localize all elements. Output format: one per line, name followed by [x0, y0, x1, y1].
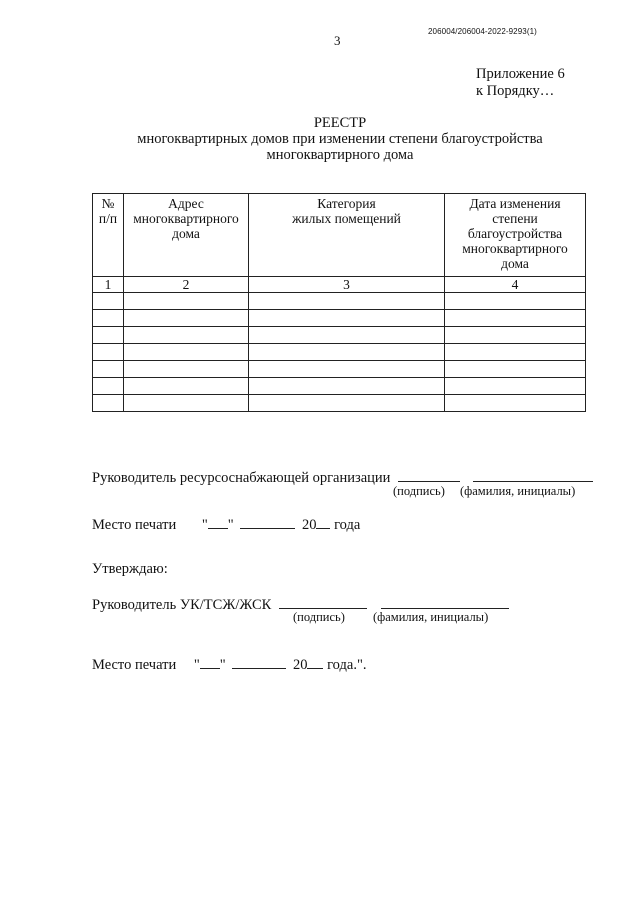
table-cell[interactable]: [445, 344, 586, 361]
year-suffix: года: [334, 517, 361, 533]
column-number: 1: [93, 277, 124, 293]
table-cell[interactable]: [445, 327, 586, 344]
table-cell[interactable]: [124, 327, 249, 344]
column-number: 3: [249, 277, 445, 293]
table-cell[interactable]: [445, 293, 586, 310]
uk-signature-label: Руководитель УК/ТСЖ/ЖСК: [92, 597, 272, 613]
stamp-line-1: [92, 514, 360, 534]
table-row: [93, 310, 586, 327]
year-field[interactable]: [307, 654, 323, 669]
table-row: [93, 361, 586, 378]
title-line-2: многоквартирных домов при изменении степени благоустройства: [137, 131, 543, 147]
rso-name-field[interactable]: [473, 467, 593, 482]
rso-sign-caption: (подпись): [393, 484, 445, 498]
table-cell[interactable]: [249, 344, 445, 361]
year-suffix: года.".: [327, 657, 367, 673]
header-text: жилых помещений: [292, 211, 401, 226]
table-cell[interactable]: [93, 327, 124, 344]
rso-signature-field[interactable]: [398, 467, 460, 482]
table-cell[interactable]: [93, 361, 124, 378]
document-code: 206004/206004-2022-9293(1): [428, 27, 537, 36]
table-row: [93, 395, 586, 412]
header-text: многоквартирного: [133, 211, 239, 226]
rso-signature-label: Руководитель ресурсоснабжающей организации: [92, 470, 391, 486]
day-field[interactable]: [200, 654, 220, 669]
header-cell-category: [249, 194, 445, 277]
appendix-line-2: к Порядку…: [476, 83, 555, 99]
registry-table: [92, 193, 586, 412]
table-cell[interactable]: [124, 344, 249, 361]
header-text: степени: [492, 211, 538, 226]
uk-name-field[interactable]: [381, 594, 509, 609]
table-row: [93, 378, 586, 395]
stamp-line-2: [92, 654, 367, 674]
quote-close: ": [227, 517, 234, 533]
header-cell-number: [93, 194, 124, 277]
table-row: [93, 327, 586, 344]
table-cell[interactable]: [249, 361, 445, 378]
quote-open: ": [193, 657, 200, 673]
header-text: дома: [172, 226, 200, 241]
table-row: [93, 293, 586, 310]
appendix-line-1: Приложение 6: [476, 66, 565, 82]
table-cell[interactable]: [93, 310, 124, 327]
header-cell-date: [445, 194, 586, 277]
stamp-label: Место печати: [92, 657, 177, 673]
table-cell[interactable]: [445, 378, 586, 395]
header-text: Категория: [317, 196, 376, 211]
document-title: [0, 115, 640, 163]
table-cell[interactable]: [93, 378, 124, 395]
header-text: Дата изменения: [469, 196, 561, 211]
day-field[interactable]: [208, 514, 228, 529]
table-cell[interactable]: [93, 395, 124, 412]
column-number-row: [93, 277, 586, 293]
rso-name-caption: (фамилия, инициалы): [460, 484, 576, 498]
table-cell[interactable]: [124, 378, 249, 395]
header-text: п/п: [98, 211, 118, 226]
title-main: РЕЕСТР: [313, 115, 367, 131]
column-number: 2: [124, 277, 249, 293]
appendix-reference: [476, 66, 565, 100]
table-cell[interactable]: [249, 327, 445, 344]
year-field[interactable]: [316, 514, 330, 529]
table-cell[interactable]: [445, 310, 586, 327]
uk-name-caption: (фамилия, инициалы): [373, 610, 489, 624]
table-cell[interactable]: [249, 395, 445, 412]
page-number: 3: [334, 33, 341, 48]
header-text: дома: [501, 256, 529, 271]
quote-open: ": [201, 517, 208, 533]
column-number: 4: [445, 277, 586, 293]
header-cell-address: [124, 194, 249, 277]
title-line-3: многоквартирного дома: [266, 147, 414, 163]
year-prefix: 20: [301, 517, 317, 533]
header-text: Адрес: [168, 196, 204, 211]
uk-sign-caption: (подпись): [293, 610, 345, 624]
table-cell[interactable]: [124, 395, 249, 412]
table-cell[interactable]: [124, 293, 249, 310]
header-text: многоквартирного: [462, 241, 568, 256]
table-cell[interactable]: [445, 395, 586, 412]
table-cell[interactable]: [124, 361, 249, 378]
table-cell[interactable]: [93, 293, 124, 310]
header-text: №: [101, 196, 115, 211]
table-cell[interactable]: [249, 378, 445, 395]
uk-signature-field[interactable]: [279, 594, 367, 609]
quote-close: ": [219, 657, 226, 673]
table-row: [93, 344, 586, 361]
month-field[interactable]: [232, 654, 286, 669]
approve-label: Утверждаю:: [92, 561, 168, 577]
table-cell[interactable]: [445, 361, 586, 378]
month-field[interactable]: [240, 514, 295, 529]
header-text: благоустройства: [467, 226, 563, 241]
table-header-row: [93, 194, 586, 277]
table-cell[interactable]: [249, 293, 445, 310]
table-cell[interactable]: [124, 310, 249, 327]
stamp-label: Место печати: [92, 517, 177, 533]
table-cell[interactable]: [249, 310, 445, 327]
table-cell[interactable]: [93, 344, 124, 361]
year-prefix: 20: [292, 657, 308, 673]
